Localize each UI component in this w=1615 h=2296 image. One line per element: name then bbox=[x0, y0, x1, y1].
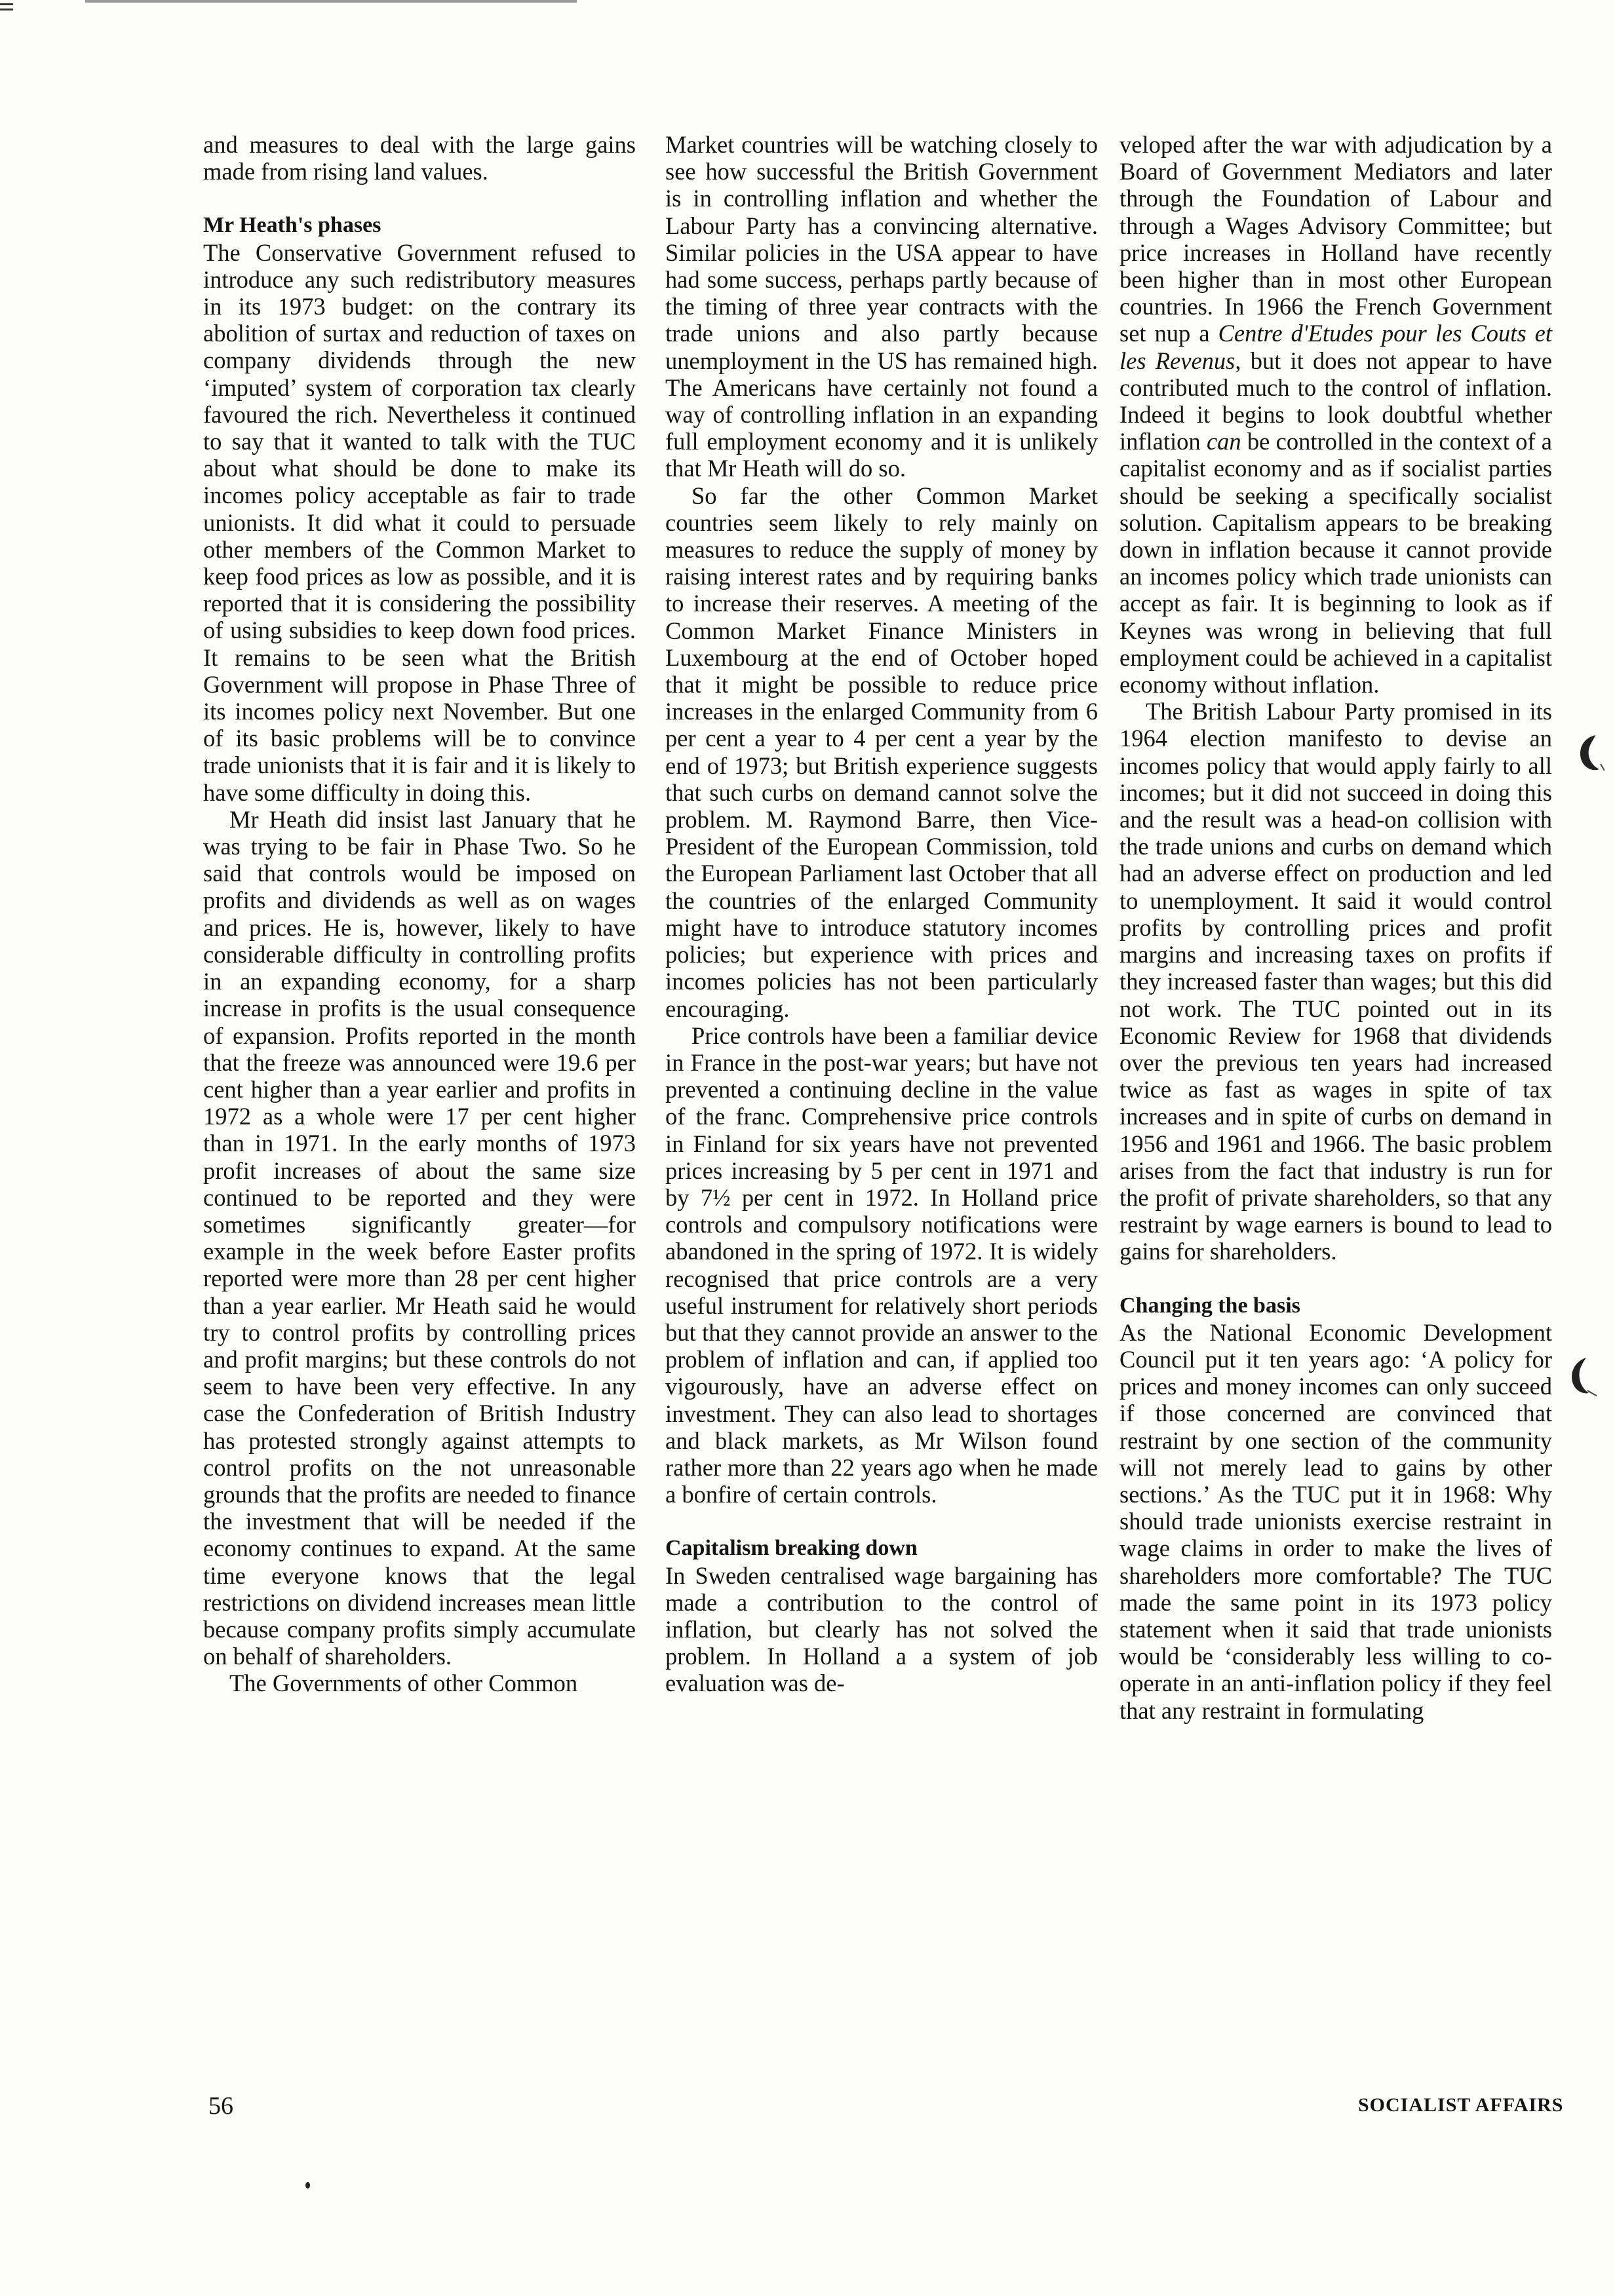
text-column-2 bbox=[665, 131, 1098, 1697]
section-heading: Mr Heath's phases bbox=[203, 213, 381, 238]
text-column-1 bbox=[203, 131, 636, 1697]
italic-phrase: Centre d'Etudes pour les Couts et les Revenus bbox=[1119, 320, 1552, 374]
italic-word: can bbox=[1206, 428, 1241, 455]
punch-hole-mark bbox=[1568, 1356, 1597, 1397]
paragraph: and measures to deal with the large gains made from rising land values. bbox=[203, 131, 636, 185]
paragraph: veloped after the war with adjudication by a Board of Government Mediators and later through the Foundation of Labour and through a Wages Advisory Committee; but price increases in Holland have recently been higher than in most other European countries. In 1966 the French Government set nup a Centre d'Etudes pour les Couts et les Revenus, but it does not appear to have contributed much to the control of inflation. Indeed it begins to look doubtful whether inflation can be controlled in the context of a capitalist economy and as if socialist parties should be seeking a specifically socialist solution. Capitalism appears to be breaking down in inflation because it cannot provide an incomes policy which trade unionists can accept as fair. It is beginning to look as if Keynes was wrong in believing that full employment could be achieved in a capitalist economy without inflation. bbox=[1119, 131, 1553, 698]
paragraph: The Governments of other Common bbox=[229, 1670, 578, 1697]
paragraph: Price controls have been a familiar device in France in the post-war years; but have not prevented a continuing decline in the value of the franc. Comprehensive price controls in Finland for six years have not prevented prices increasing by 5 per cent in 1971 and by 7½ per cent in 1972. In Holland price controls and compulsory notifications were abandoned in the spring of 1972. It is widely recognised that price controls are a very useful instrument for relatively short periods but that they cannot provide an answer to the problem of inflation and can, if applied too vigourously, have an adverse effect on investment. They can also lead to shortages and black markets, as Mr Wilson found rather more than 22 years ago when he made a bonfire of certain controls. bbox=[665, 1022, 1098, 1508]
publication-title: SOCIALIST AFFAIRS bbox=[1358, 2094, 1564, 2116]
paragraph: The Conservative Government refused to introduce any such redistributory measures in its 1973 budget: on the contrary its abolition of surtax and reduction of taxes on company dividends through the new ‘imputed’ system of corporation tax clearly favoured the rich. Nevertheless it continued to say that it wanted to talk with the TUC about what should be done to make its incomes policy acceptable as fair to trade unionists. It did what it could to persuade other members of the Common Market to keep food prices as low as possible, and it is reported that it is considering the possibility of using subsidies to keep down food prices. It remains to be seen what the British Government will propose in Phase Three of its incomes policy next November. But one of its basic problems will be to convince trade unionists that it is fair and it is likely to have some difficulty in doing this. bbox=[203, 239, 636, 806]
section-heading: Capitalism breaking down bbox=[665, 1536, 918, 1561]
paragraph: Market countries will be watching closely to see how successful the British Government is in controlling inflation and whether the Labour Party has a convincing alternative. Similar policies in the USA appear to have had some success, perhaps partly because of the timing of three year contracts with the trade unions and also partly because unemployment in the US has remained high. The Americans have certainly not found a way of controlling inflation in an expanding full employment economy and it is unlikely that Mr Heath will do so. bbox=[665, 131, 1098, 482]
paragraph: In Sweden centralised wage bargaining has made a contribution to the control of inflation, but clearly has not solved the problem. In Holland a a system of job evaluation was de- bbox=[665, 1561, 1098, 1697]
ink-speck bbox=[305, 2182, 310, 2189]
paragraph: The British Labour Party promised in its 1964 election manifesto to devise an incomes policy that would apply fairly to all incomes; but it did not succeed in doing this and the result was a head-on collision with the trade unions and curbs on demand which had an adverse effect on production and led to unemployment. It said it would control profits by controlling prices and profit margins and increasing taxes on profits if they increased faster than wages; but this did not work. The TUC pointed out in its Economic Review for 1968 that dividends over the previous ten years had increased twice as fast as wages in spite of tax increases and in spite of curbs on demand in 1956 and 1961 and 1966. The basic problem arises from the fact that industry is run for the profit of private shareholders, so that any restraint by wage earners is bound to lead to gains for shareholders. bbox=[1119, 698, 1552, 1265]
page-number: 56 bbox=[208, 2092, 233, 2120]
top-rule bbox=[85, 0, 577, 3]
corner-mark bbox=[0, 0, 17, 14]
paragraph: So far the other Common Market countries seem likely to rely mainly on measures to reduce the supply of money by raising interest rates and by requiring banks to increase their reserves. A meeting of the Common Market Finance Ministers in Luxembourg at the end of October hoped that it might be possible to reduce price increases in the enlarged Community from 6 per cent a year to 4 per cent a year by the end of 1973; but British experience suggests that such curbs on demand cannot solve the problem. M. Raymond Barre, then Vice-President of the European Commission, told the European Parliament last October that all the countries of the enlarged Community might have to introduce statutory incomes policies; but experience with prices and incomes policies has not been particularly encouraging. bbox=[665, 482, 1098, 1022]
paragraph: Mr Heath did insist last January that he was trying to be fair in Phase Two. So he said that controls would be imposed on profits and dividends as well as on wages and prices. He is, however, likely to have considerable difficulty in controlling profits in an expanding economy, for a sharp increase in profits is the usual consequence of expansion. Profits reported in the month that the freeze was announced were 19.6 per cent higher than a year earlier and profits in 1972 as a whole were 17 per cent higher than in 1971. In the early months of 1973 profit increases of about the same size continued to be reported and they were sometimes significantly greater—for example in the week before Easter profits reported were more than 28 per cent higher than a year earlier. Mr Heath said he would try to control profits by controlling prices and profit margins; but these controls do not seem to have been very effective. In any case the Confederation of British Industry has protested strongly against attempts to control profits on the not unreasonable grounds that the profits are needed to finance the investment that will be needed if the economy continues to expand. At the same time everyone knows that the legal restrictions on dividend increases mean little because company profits simply accumulate on behalf of shareholders. bbox=[203, 805, 636, 1670]
paragraph: As the National Economic Development Council put it ten years ago: ‘A policy for prices and money incomes can only succeed if those concerned are convinced that restraint by one section of the community will not merely lead to gains by other sections.’ As the TUC put it in 1968: Why should trade unionists exercise restraint in wage claims in order to make the lives of shareholders more comfortable? The TUC made the same point in its 1973 policy statement when it said that trade unionists would be ‘considerably less willing to co-operate in an anti-inflation policy if they feel that any restraint in formulating bbox=[1119, 1318, 1552, 1724]
punch-hole-mark bbox=[1576, 733, 1605, 773]
section-heading: Changing the basis bbox=[1119, 1293, 1300, 1318]
text-column-3 bbox=[1119, 131, 1552, 1724]
